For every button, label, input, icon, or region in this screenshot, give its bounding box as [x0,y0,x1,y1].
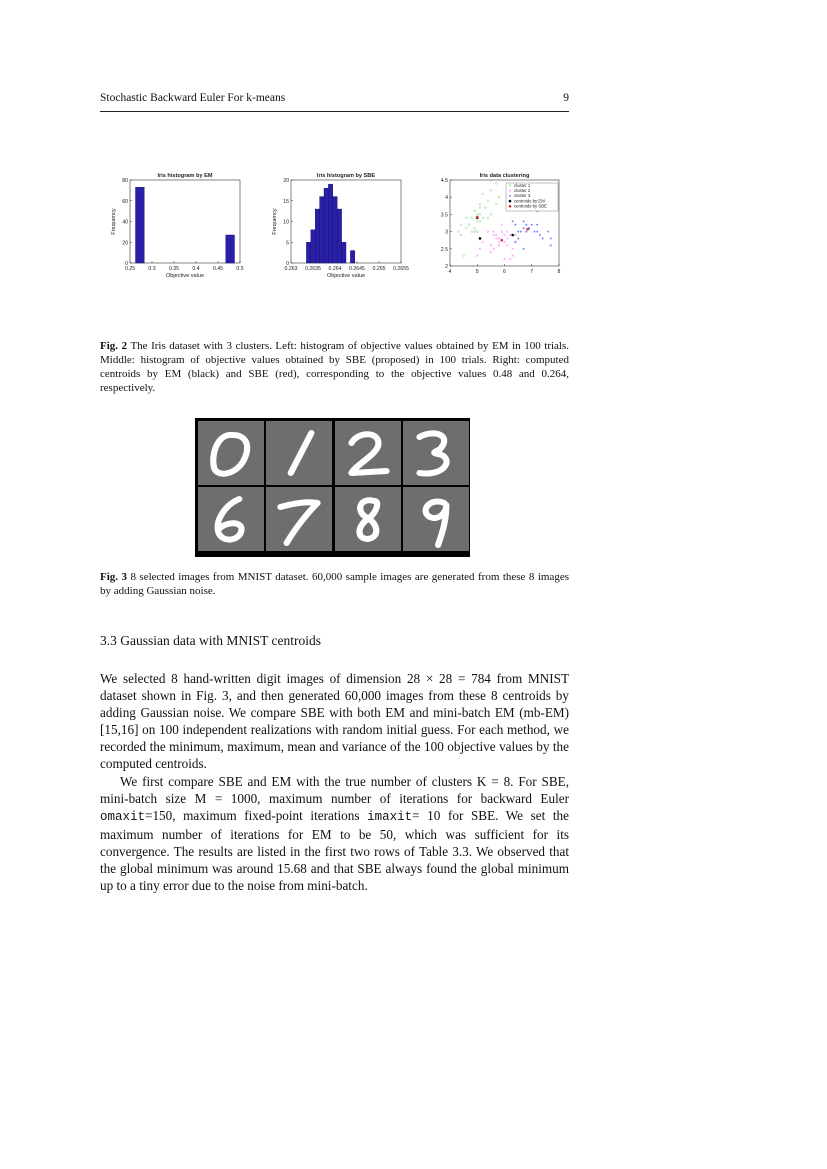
scatter-point [522,220,524,222]
y-axis-label: Frequency [272,208,278,235]
legend-entry: cluster 1 [514,182,531,188]
centroid-point [501,239,503,241]
histogram-bar [342,242,346,263]
para2-part1: We first compare SBE and EM with the true number of clusters K = 8. For SBE, mini-batch size M = 1000, maximum number of iterations for backward Euler [100,774,569,806]
x-tick-label: 0.3 [148,266,156,272]
mnist-digit-3 [403,421,469,485]
fig3-text: 8 selected images from MNIST dataset. 60,000 sample images are generated from these 8 images by adding Gaussian noise. [100,571,569,597]
fig2-text: The Iris dataset with 3 clusters. Left: histogram of objective values obtained by EM in 100 trials. Middle: histogram of objective values obtained by SBE (proposed) in 100 trials. Right: computed centroids by EM (black) and SBE (red), corresponding to the objective values 0.48 and 0.264, respectively. [100,340,570,394]
y-tick-label: 4 [445,195,448,202]
x-tick-label: 0.25 [124,266,136,272]
scatter-point [522,227,524,229]
histogram-bar [333,197,337,263]
paragraph-1: We selected 8 hand-written digit images of dimension 28 × 28 = 784 from MNIST dataset shown in Fig. 3, and then generated 60,000 images from these 8 centroids by adding Gaussian noise. We compare SBE with both EM and mini-batch EM (mb-EM) [15,16] on 100 independent realizations with random initial guess. For each method, we recorded the minimum, maximum, mean and variance of the 100 objective values by the computed centroids. [100,671,569,771]
histogram-bar [315,209,319,263]
plot-area [130,180,240,263]
x-axis-label: Objective value [326,273,366,279]
fig3-caption [100,570,569,598]
mnist-digit-9 [403,487,469,551]
histogram-bar [306,242,310,263]
chart-title: Iris histogram by EM [157,173,213,179]
legend-entry: cluster 2 [514,188,531,193]
mnist-digit-7 [266,487,332,551]
x-tick-label: 0.5 [236,266,244,272]
y-tick-label: 3 [445,229,448,236]
iris-clustering-scatter-chart [434,170,569,294]
scatter-point [522,248,524,250]
scatter-point [536,231,538,233]
code-omaxit: omaxit [100,810,146,824]
centroid-point [511,234,513,236]
legend-entry: centroids by EM [514,198,545,204]
fig2-label: Fig. 2 [100,340,128,352]
x-tick-label: 6 [503,269,506,275]
histogram-bar [136,187,145,263]
mnist-digit-0 [198,421,264,485]
x-tick-label: 0.4 [192,266,200,272]
legend-entry: cluster 3 [514,193,531,199]
chart-title: Iris histogram by SBE [316,173,376,179]
scatter-point [550,237,552,239]
scatter-point [514,224,516,226]
scatter-point [514,241,516,243]
y-tick-label: 20 [283,178,289,184]
para2-part2: =150, maximum fixed-point iterations [145,808,368,823]
y-tick-label: 15 [283,198,289,205]
scatter-point [542,237,544,239]
centroid-point [526,228,528,230]
y-tick-label: 60 [122,198,128,205]
iris-histogram-em-chart [112,170,252,294]
y-tick-label: 5 [286,240,289,247]
section-heading: 3.3 Gaussian data with MNIST centroids [100,633,321,648]
mnist-digit-8 [335,487,401,551]
header-rule [100,111,569,112]
x-tick-label: 0.263 [284,266,298,272]
centroid-point [476,216,478,218]
y-tick-label: 40 [122,219,128,226]
running-header [100,92,569,104]
scatter-point [517,237,519,239]
x-tick-label: 0.2655 [393,266,409,272]
mnist-digit-1 [266,421,332,485]
y-tick-label: 0 [286,261,289,267]
x-tick-label: 0.265 [372,266,386,272]
page-number: 9 [563,92,569,104]
y-tick-label: 2 [445,264,448,270]
x-tick-label: 0.2645 [349,266,365,272]
x-tick-label: 0.35 [168,266,180,272]
histogram-bar [337,209,341,263]
scatter-point [531,224,533,226]
centroid-point [509,200,511,202]
scatter-point [525,224,527,226]
y-tick-label: 0 [125,261,128,267]
legend-entry: centroids by SBE [514,203,547,209]
mnist-digit-6 [198,487,264,551]
para2-part3: = 10 for SBE. We set the maximum number of iterations for EM to be 50, which was sufficient for its convergence. The results are listed in the first two rows of Table 3.3. We observed that the global minimum was around 15.68 and that SBE always found the global minimum up to a tiny error due to the noise from mini-batch. [100,808,570,893]
histogram-bar [350,251,354,263]
x-tick-label: 4 [448,269,452,275]
chart-title: Iris data clustering [479,173,530,179]
y-tick-label: 4.5 [440,178,448,184]
scatter-point [533,231,535,233]
centroid-point [479,237,481,239]
y-tick-label: 80 [122,178,128,184]
x-tick-label: 5 [475,269,479,275]
scatter-point [520,231,522,233]
fig3-label: Fig. 3 [100,571,127,583]
header-title: Stochastic Backward Euler For k-means [100,92,286,104]
x-tick-label: 0.2635 [305,266,321,272]
mnist-digit-2 [335,421,401,485]
scatter-point [525,231,527,233]
scatter-point [550,244,552,246]
histogram-bar [311,230,315,263]
y-axis-label: Frequency [111,208,117,235]
scatter-point [536,224,538,226]
scatter-point [509,195,511,197]
scatter-point [547,231,549,233]
histogram-bar [328,184,332,263]
x-axis-label: Objective value [165,273,205,279]
iris-histogram-sbe-chart [273,170,413,294]
mnist-digit-grid [195,418,470,557]
paragraph-2 [100,773,569,894]
histogram-bar [324,188,328,263]
x-tick-label: 7 [530,269,534,275]
scatter-point [512,220,514,222]
x-tick-label: 8 [557,269,561,275]
code-imaxit: imaxit [367,810,413,824]
histogram-bar [320,197,324,263]
x-tick-label: 0.264 [328,266,342,272]
y-tick-label: 10 [283,219,289,226]
y-tick-label: 3.5 [440,212,448,219]
x-tick-label: 0.45 [212,266,224,272]
centroid-point [509,205,511,207]
histogram-bar [226,235,235,263]
scatter-point [539,234,541,236]
y-tick-label: 2.5 [440,246,448,253]
scatter-point [517,231,519,233]
fig2-caption [100,339,569,395]
y-tick-label: 20 [122,240,128,247]
